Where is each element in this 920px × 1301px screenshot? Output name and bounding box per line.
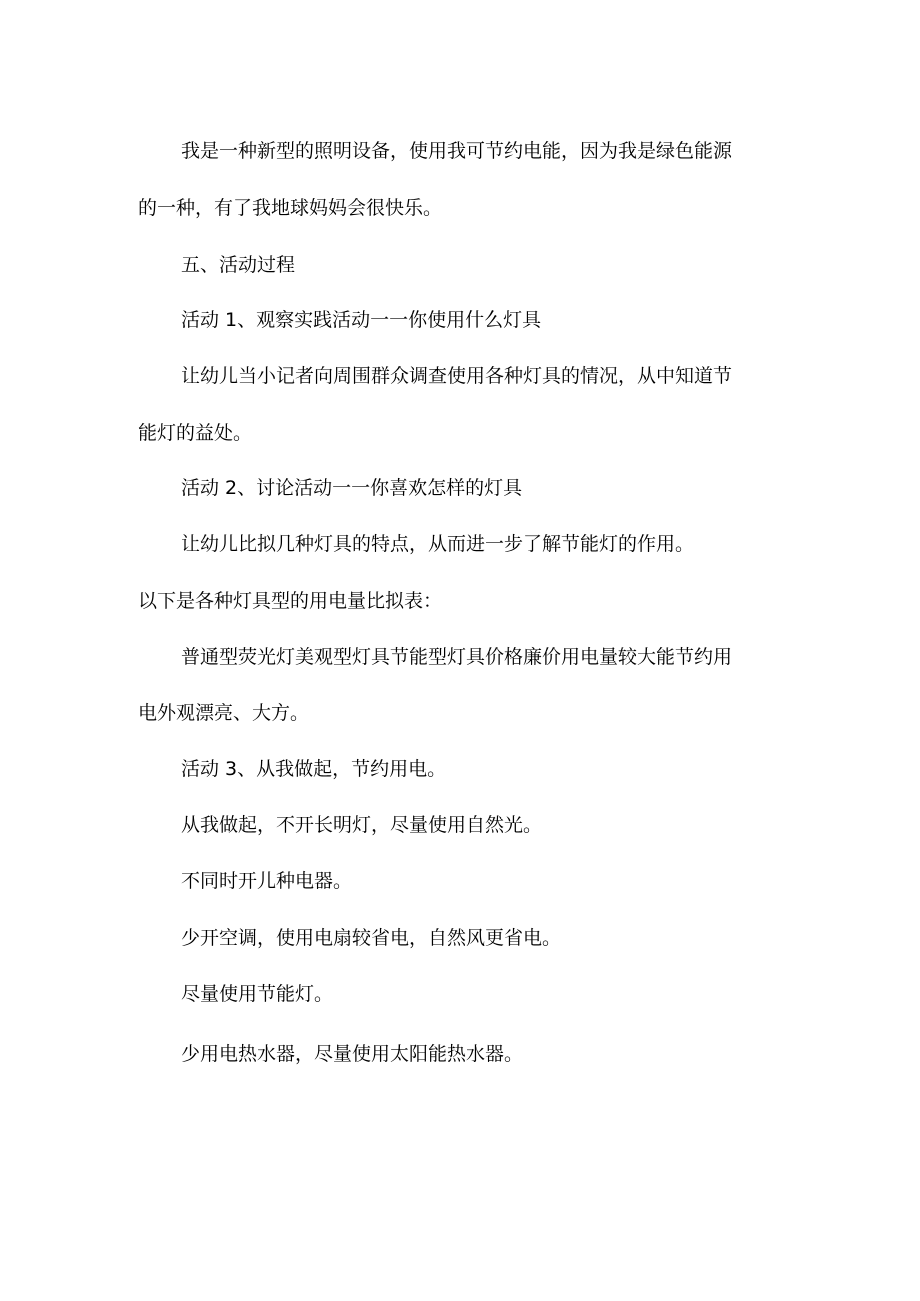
- paragraph-line: 从我做起，不开长明灯，尽量使用自然光。: [181, 814, 543, 836]
- paragraph-line: 的一种，有了我地球妈妈会很快乐。: [138, 197, 443, 219]
- paragraph-line: 普通型荧光灯美观型灯具节能型灯具价格廉价用电量较大能节约用: [181, 646, 733, 668]
- paragraph-line: 能灯的益处。: [138, 422, 253, 444]
- activity-heading: 活动 3、从我做起，节约用电。: [181, 758, 447, 780]
- paragraph-line: 少开空调，使用电扇较省电，自然风更省电。: [181, 927, 562, 949]
- activity-heading: 活动 1、观察实践活动一一你使用什么灯具: [181, 309, 542, 331]
- paragraph-line: 让幼儿比拟几种灯具的特点，从而进一步了解节能灯的作用。: [181, 533, 695, 555]
- paragraph-line: 不同时开儿种电器。: [181, 870, 353, 892]
- activity-heading: 活动 2、讨论活动一一你喜欢怎样的灯具: [181, 477, 523, 499]
- paragraph-line: 尽量使用节能灯。: [181, 983, 334, 1005]
- paragraph-line: 我是一种新型的照明设备，使用我可节约电能，因为我是绿色能源: [181, 140, 733, 162]
- paragraph-line: 电外观漂亮、大方。: [138, 702, 310, 724]
- section-heading: 五、活动过程: [181, 254, 296, 276]
- paragraph-line: 让幼儿当小记者向周围群众调查使用各种灯具的情况，从中知道节: [181, 365, 733, 387]
- paragraph-line: 少用电热水器，尽量使用太阳能热水器。: [181, 1043, 524, 1065]
- paragraph-line: 以下是各种灯具型的用电量比拟表：: [138, 590, 443, 612]
